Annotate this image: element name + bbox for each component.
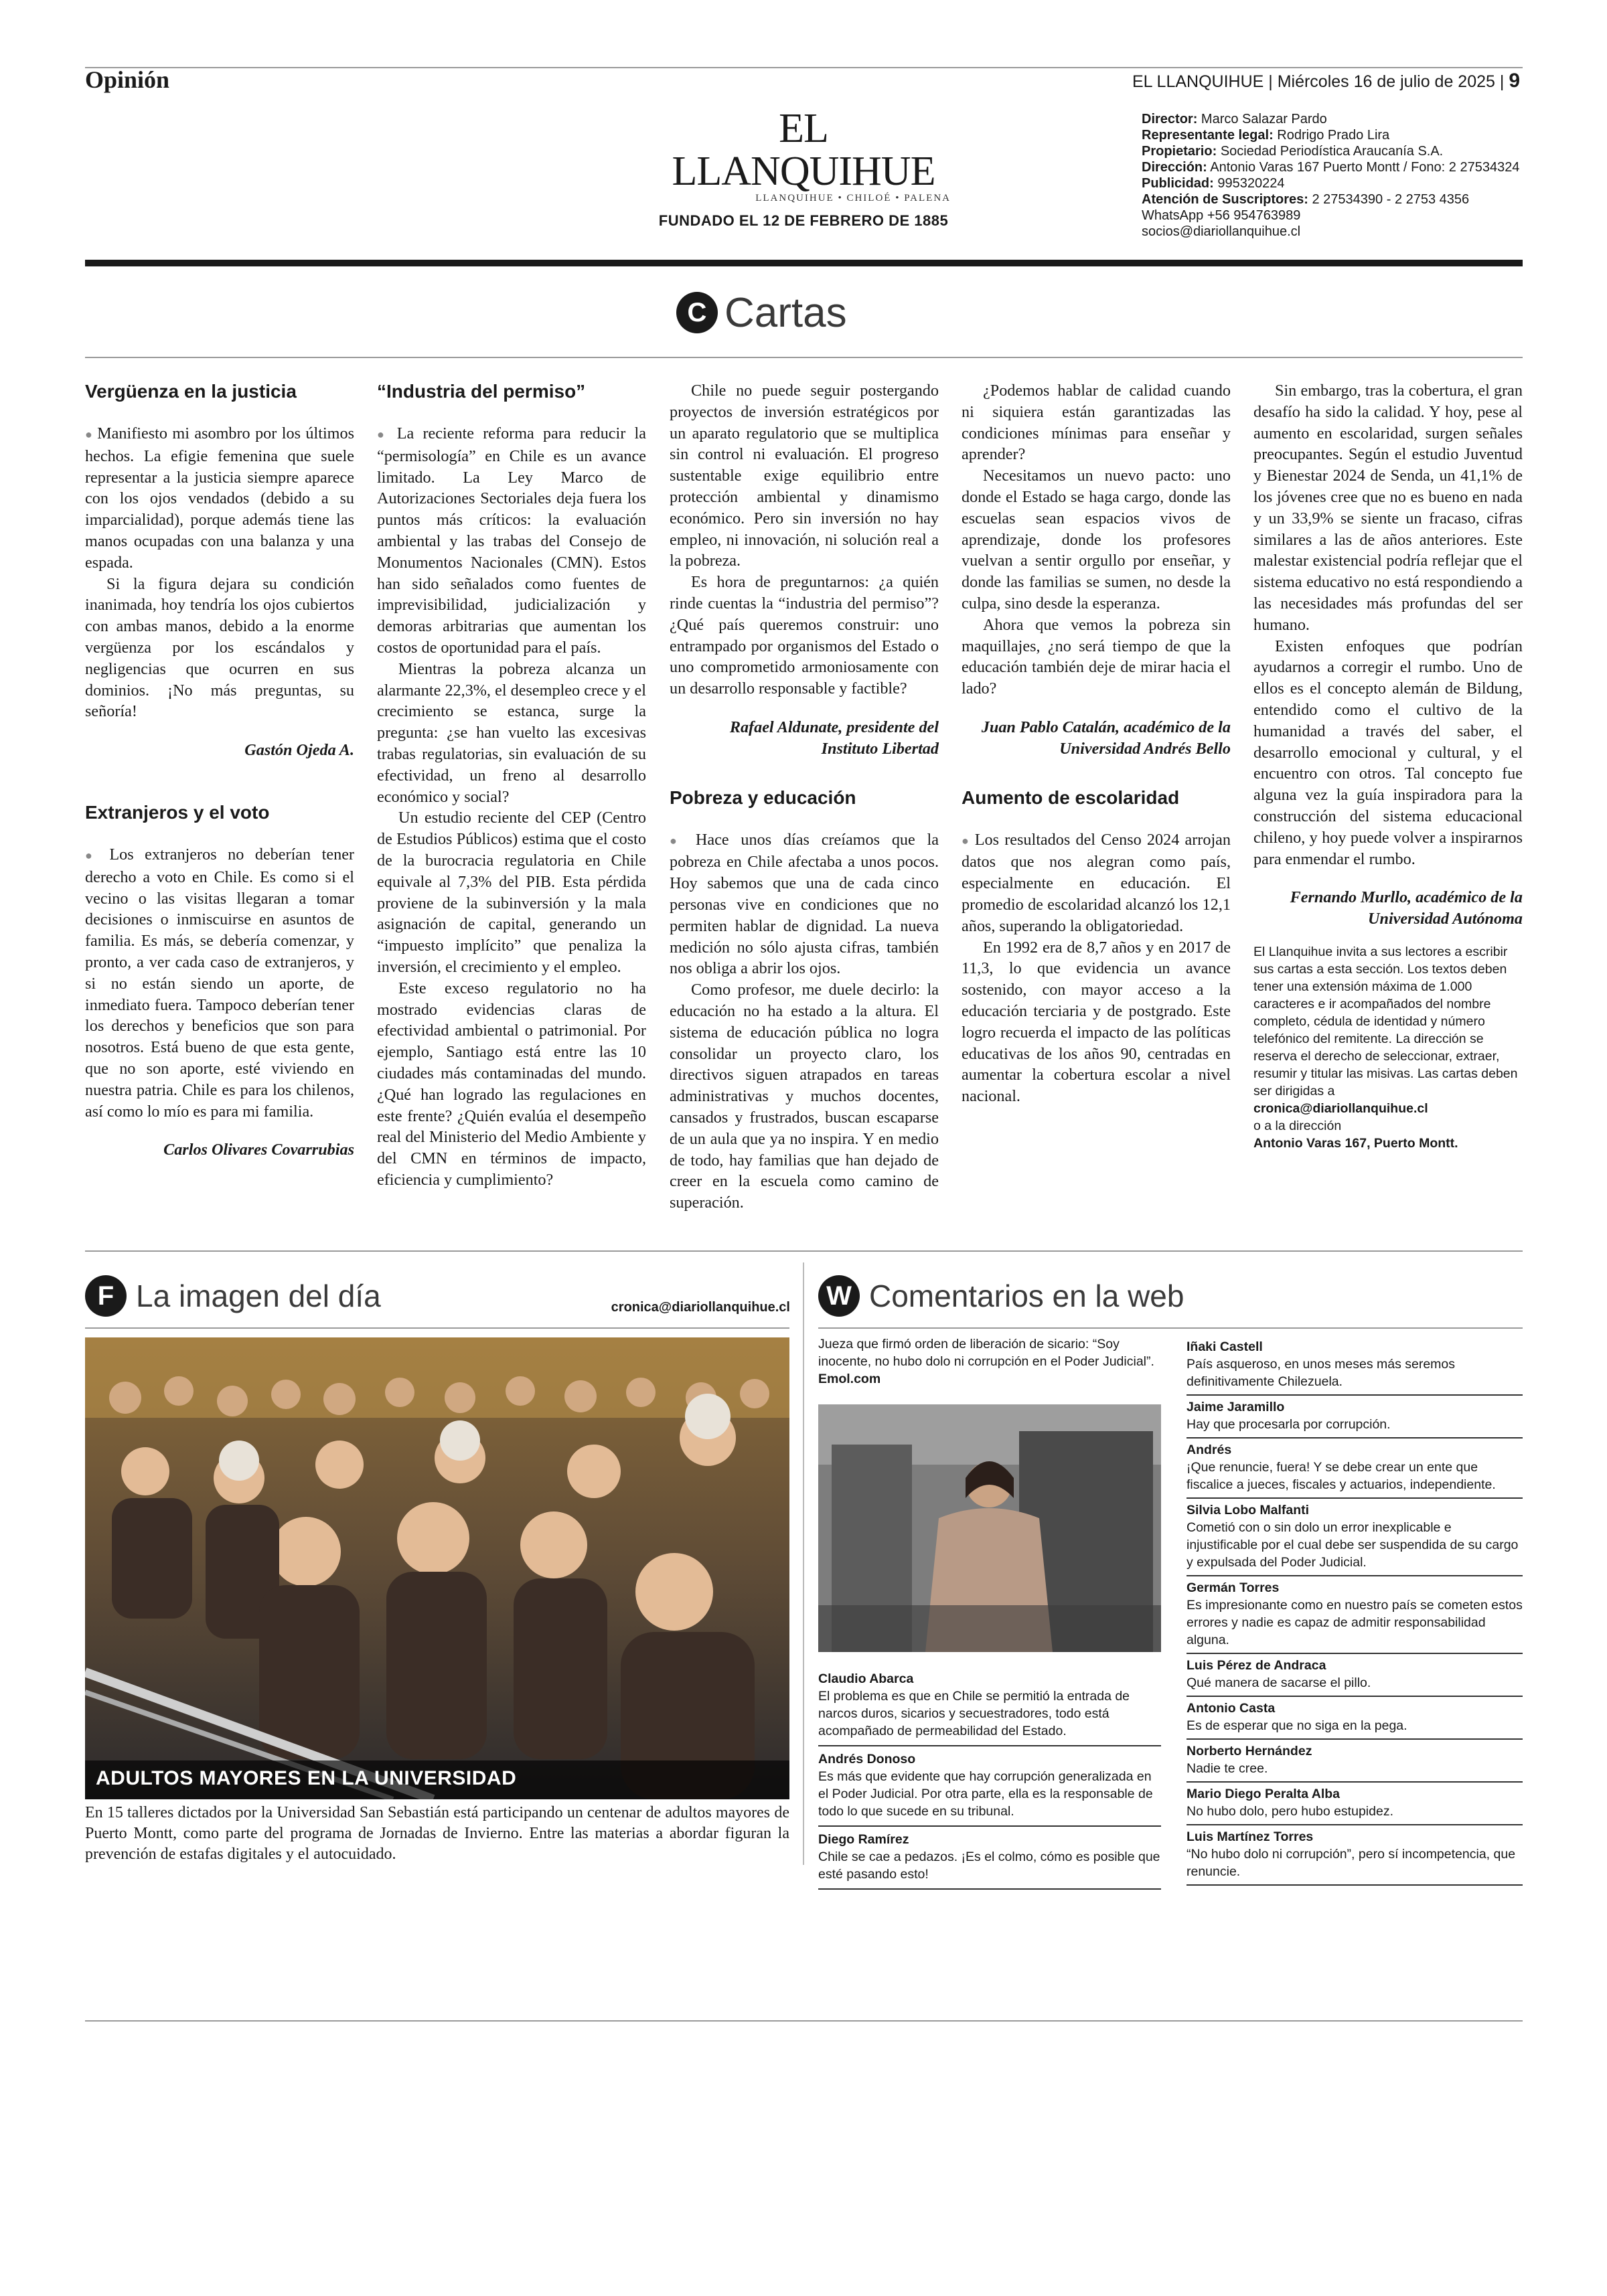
image-badge-icon: F — [85, 1275, 127, 1317]
comment: Luis Martínez Torres “No hubo dolo ni corrupción”, pero sí incompetencia, que renuncie. — [1187, 1825, 1523, 1886]
letter-signature: Carlos Olivares Covarrubias — [163, 1141, 354, 1159]
paper-name: EL LLANQUIHUE — [1132, 72, 1264, 91]
letter-paragraph: Existen enfoques que podrían ayudarnos a corregir el rumbo. Uno de ellos es el concepto alemán de Bildung, entendido como el cultivo de la humanidad a través del saber, el desarrollo emocional y cultural, y el encuentro con otros. Tal concepto fue alguna vez la guía inspiradora para la construcción del sistema educacional chileno, y hoy puede volver a inspirarnos para enmendar el rumbo. — [1253, 637, 1523, 868]
web-badge-icon: W — [818, 1275, 860, 1317]
submission-email: cronica@diariollanquihue.cl — [1253, 1100, 1428, 1116]
image-title-text: La imagen del día — [136, 1279, 381, 1313]
staff-line: Publicidad: 995320224 — [1142, 176, 1285, 191]
letter-title: Aumento de escolaridad — [962, 787, 1180, 808]
web-source: Emol.com — [818, 1372, 881, 1386]
letter-paragraph: Sin embargo, tras la cobertura, el gran desafío ha sido la calidad. Y hoy, pese al aumento en escolaridad, surgen señales preocupantes. Según el estudio Juventud y Bienestar 2024 de Senda, un 41,1% de los jóvenes cree que no es bueno en nada y un 33,9% se siente un fracaso, cifras similares a las de años anteriores. Este malestar existencial podría reflejar que el sistema educativo no está respondiendo a las necesidades más profundas del ser humano. — [1253, 382, 1523, 634]
comment: Germán Torres Es impresionante como en nuestro país se cometen estos errores y nadie es capaz de admitir responsabilidad alguna. — [1187, 1576, 1523, 1654]
letter-paragraph: Si la figura dejara su condición inanimada, hoy tendría los ojos cubiertos con ambas manos, debido a la enorme vergüenza por los escándalos y negligencias que ocurren en sus dominios. ¡No más preguntas, su señoría! — [85, 574, 354, 721]
comment: Norberto Hernández Nadie te cree. — [1187, 1740, 1523, 1783]
cartas-rule — [85, 357, 1523, 358]
photo-caption-text: En 15 talleres dictados por la Universidad San Sebastián está participando un centenar de adultos mayores de Puerto Montt, como parte del programa de Jornadas de Invierno. Entre las materias a abordar figuran la prevención de estafas digitales y el autocuidado. — [85, 1804, 789, 1863]
letter-paragraph: Necesitamos un nuevo pacto: uno donde el Estado se haga cargo, donde las escuelas sean espacios vivos de aprendizaje, donde los profesores vuelvan a sentir orgullo por enseñar, y donde las familias se sumen, no desde la culpa, sino desde la esperanza. — [962, 467, 1231, 612]
letter-paragraph: Es hora de preguntarnos: ¿a quién rinde cuentas la “industria del permiso”? ¿Qué país queremos construir: uno entrampado por organismos del Estado o uno comprometido armoniosamente con un desarrollo responsable y factible? — [670, 573, 939, 698]
photo-illustration — [85, 1337, 789, 1799]
letters-column-4 — [962, 380, 1231, 1107]
comment: Mario Diego Peralta Alba No hubo dolo, pero hubo estupidez. — [1187, 1783, 1523, 1825]
staff-box — [1142, 111, 1530, 240]
web-comments-right — [1187, 1335, 1523, 1886]
staff-line: Atención de Suscriptores: 2 27534390 - 2 2753 4356 — [1142, 192, 1470, 207]
comment: Antonio Casta Es de esperar que no siga en la pega. — [1187, 1697, 1523, 1740]
comment: Silvia Lobo Malfanti Cometió con o sin dolo un error inexplicable e injustificable por el cual debe ser suspendida de su cargo y expulsada del Poder Judicial. — [1187, 1499, 1523, 1576]
web-comments-title — [818, 1275, 1184, 1317]
web-headline: Jueza que firmó orden de liberación de sicario: “Soy inocente, no hubo dolo ni corrupción en el Poder Judicial”. Emol.com — [818, 1337, 1154, 1386]
comment: Andrés Donoso Es más que evidente que hay corrupción generalizada en el Poder Judicial. Por otra parte, ella es la responsable de todo lo que sucede en su tribunal. — [818, 1746, 1161, 1827]
header-thick-rule — [85, 260, 1523, 266]
photo-caption-bar — [85, 1760, 789, 1799]
letter-paragraph: Mientras la pobreza alcanza un alarmante 22,3%, el desempleo crece y el crecimiento se estanca, surge la pregunta: ¿se han vuelto las excesivas trabas regulatorias, sin evaluación de su efectividad, un freno al desarrollo económico y social? — [377, 659, 646, 806]
staff-line: Propietario: Sociedad Periodística Araucanía S.A. — [1142, 144, 1444, 159]
issue-date: Miércoles 16 de julio de 2025 — [1277, 72, 1495, 91]
top-rule — [85, 67, 1523, 68]
staff-line: Dirección: Antonio Varas 167 Puerto Montt / Fono: 2 27534324 — [1142, 160, 1520, 175]
letter-signature: Fernando Murllo, académico de la Universidad Autónoma — [1290, 888, 1523, 928]
letter-paragraph: Como profesor, me duele decirlo: la educación no ha estado a la altura. El sistema de educación pública no logra consolidar un proyecto claro, los directivos siguen atrapados en tareas administrativas y muchos docentes, cansados y frustrados, buscan escaparse de un aula que ya no inspira. Y en medio de todo, hay familias que han dejado de creer en la escuela como camino de superación. — [670, 981, 939, 1212]
web-rule — [818, 1327, 1523, 1329]
web-title-text: Comentarios en la web — [869, 1279, 1184, 1313]
masthead-subtitle: LLANQUIHUE • CHILOÉ • PALENA — [755, 193, 951, 203]
submission-address: Antonio Varas 167, Puerto Montt. — [1253, 1135, 1458, 1151]
letter-paragraph: Chile no puede seguir postergando proyectos de inversión estratégicos por un aparato regulatorio que se multiplica sin control ni evaluación. El progreso sustentable exige equilibrio entre protección ambiental y dinamismo económico. Pero sin inversión no hay empleo, ni innovación, ni solución real a la pobreza. — [670, 382, 939, 570]
letter-signature: Rafael Aldunate, presidente del Instituto Libertad — [729, 718, 939, 758]
letter-paragraph: ¿Podemos hablar de calidad cuando ni siquiera están garantizadas las condiciones mínimas para enseñar y aprender? — [962, 382, 1231, 464]
founded-line: FUNDADO EL 12 DE FEBRERO DE 1885 — [658, 212, 949, 229]
comment: Andrés ¡Que renuncie, fuera! Y se debe crear un ente que fiscalice a jueces, fiscales y actuarios, independiente. — [1187, 1439, 1523, 1499]
comment: Jaime Jaramillo Hay que procesarla por corrupción. — [1187, 1396, 1523, 1439]
letter-signature: Gastón Ojeda A. — [244, 741, 354, 760]
section-label: Opinión — [85, 66, 170, 93]
staff-line: Representante legal: Rodrigo Prado Lira — [1142, 128, 1390, 143]
comment: Iñaki Castell País asqueroso, en unos meses más seremos definitivamente Chilezuela. — [1187, 1335, 1523, 1396]
comment: Claudio Abarca El problema es que en Chile se permitió la entrada de narcos duros, sicarios y secuestradores, todo está acompañado de permeabilidad del Estado. — [818, 1666, 1161, 1746]
image-rule — [85, 1327, 789, 1329]
comment: Luis Pérez de Andraca Qué manera de sacarse el pillo. — [1187, 1654, 1523, 1697]
letter-paragraph: ● Manifiesto mi asombro por los últimos hechos. La efigie femenina que suele representar a la justicia siempre aparece con los ojos vendados (debido a su imparcialidad), porque además tiene las manos ocupadas con una balanza y una espada. — [85, 423, 354, 574]
letters-column-2 — [377, 380, 646, 1191]
submission-info: El Llanquihue invita a sus lectores a escribir sus cartas a esta sección. Los textos deben tener una extensión máxima de 1.000 caracteres e ir acompañados del nombre completo, cédula de identidad y número telefónico del remitente. La dirección se reserva el derecho de seleccionar, extraer, resumir y titular las misivas. Las cartas deben ser dirigidas a cronica@diariollanquihue.cl o a la dirección Antonio Varas 167, Puerto Montt. — [1253, 944, 1518, 1151]
letter-paragraph: Este exceso regulatorio no ha mostrado evidencias claras de efectividad ambiental o patrimonial. Por ejemplo, Santiago está entre las 10 ciudades más contaminadas del mundo. ¿Qué han logrado las regulaciones en este frente? ¿Quién evalúa el desempeño real del Ministerio del Medio Ambiente y del CMN en términos de impacto, eficiencia y cumplimiento? — [377, 979, 646, 1189]
masthead — [656, 107, 951, 230]
photo-judge — [818, 1404, 1161, 1652]
letter-title: Pobreza y educación — [670, 787, 856, 808]
letter-paragraph: Ahora que vemos la pobreza sin maquillajes, ¿no será tiempo de que la educación también deje de mirar hacia el lado? — [962, 615, 1231, 698]
staff-line: socios@diariollanquihue.cl — [1142, 224, 1301, 239]
letter-paragraph: ● La reciente reforma para reducir la “permisología” en Chile es un avance limitado. La Ley Marco de Autorizaciones Sectoriales deja fuera los puntos más críticos: la evaluación ambiental y las trabas del Consejo de Monumentos Nacionales (CMN). Estos han sido señalados como fuentes de imprevisibilidad, judicialización y demoras arbitrarias que aumentan los costos de oportunidad para el país. — [377, 423, 646, 659]
cartas-title-text: Cartas — [724, 289, 847, 336]
image-email: cronica@diariollanquihue.cl — [611, 1300, 790, 1315]
letter-title: Extranjeros y el voto — [85, 801, 270, 823]
judge-photo-illustration — [818, 1404, 1161, 1652]
letter-title: “Industria del permiso” — [377, 381, 586, 402]
letter-paragraph: ● Hace unos días creíamos que la pobreza en Chile afectaba a unos pocos. Hoy sabemos que una de cada cinco personas vive en condiciones que no permiten hablar de dignidad. La nueva medición no sólo ajusta cifras, también nos obliga a abrir los ojos. — [670, 829, 939, 980]
letters-column-1 — [85, 380, 354, 1161]
image-of-day-title — [85, 1275, 381, 1317]
comment: Diego Ramírez Chile se cae a pedazos. ¡Es el colmo, cómo es posible que esté pasando esto! — [818, 1827, 1161, 1890]
letter-paragraph: ● Los extranjeros no deberían tener derecho a voto en Chile. Es como si el vecino o las visitas llegaran a tomar decisiones o inmiscuirse en asuntos de familia. Es más, se debería comenzar, y pronto, a ver cada caso de extranjeros, y si no están siendo un aporte, de inmediato fuera. Tampoco deberían tener los derechos y beneficios que son para nosotros. Está bueno de que esta gente, que no son aporte, esté viviendo en nuestra patria. Chile es para los chilenos, así como lo mío es para mi familia. — [85, 844, 354, 1122]
staff-line: WhatsApp +56 954763989 — [1142, 208, 1301, 223]
section-rule — [85, 1250, 1523, 1252]
cartas-badge-icon: C — [676, 292, 718, 333]
staff-line: Director: Marco Salazar Pardo — [1142, 112, 1327, 127]
masthead-logo: EL LLANQUIHUE — [672, 106, 935, 194]
page-number: 9 — [1509, 70, 1520, 92]
letters-column-3 — [670, 380, 939, 1214]
photo-caption-title: ADULTOS MAYORES EN LA UNIVERSIDAD — [96, 1767, 517, 1789]
letter-signature: Juan Pablo Catalán, académico de la Universidad Andrés Bello — [981, 718, 1231, 758]
footer-rule — [85, 2020, 1523, 2022]
letter-paragraph: ● Los resultados del Censo 2024 arrojan datos que nos alegran como país, especialmente en educación. El promedio de escolaridad alcanzó los 12,1 años, superando la obligatoriedad. — [962, 829, 1231, 937]
photo-elderly-students — [85, 1337, 789, 1799]
letter-paragraph: En 1992 era de 8,7 años y en 2017 de 11,3, lo que evidencia un avance sostenido, con mayor acceso a la educación terciaria y de postgrado. Este logro recuerda el impacto de las políticas educativas de los años 90, centradas en aumentar la cobertura escolar a nivel nacional. — [962, 938, 1231, 1106]
cartas-section-title — [676, 289, 847, 336]
letter-title: Vergüenza en la justicia — [85, 381, 297, 402]
letters-column-5 — [1253, 380, 1523, 1152]
vertical-divider — [803, 1262, 804, 1865]
letter-paragraph: Un estudio reciente del CEP (Centro de Estudios Públicos) estima que el costo de la burocracia regulatoria en Chile equivale al 7,3% del PIB. Esta pérdida proviene de la subinversión y la mala asignación de capital, generando un “impuesto implícito” que penaliza la inversión, el crecimiento y el empleo. — [377, 809, 646, 976]
folio: EL LLANQUIHUE | Miércoles 16 de julio de 2025 | 9 — [1132, 70, 1520, 92]
